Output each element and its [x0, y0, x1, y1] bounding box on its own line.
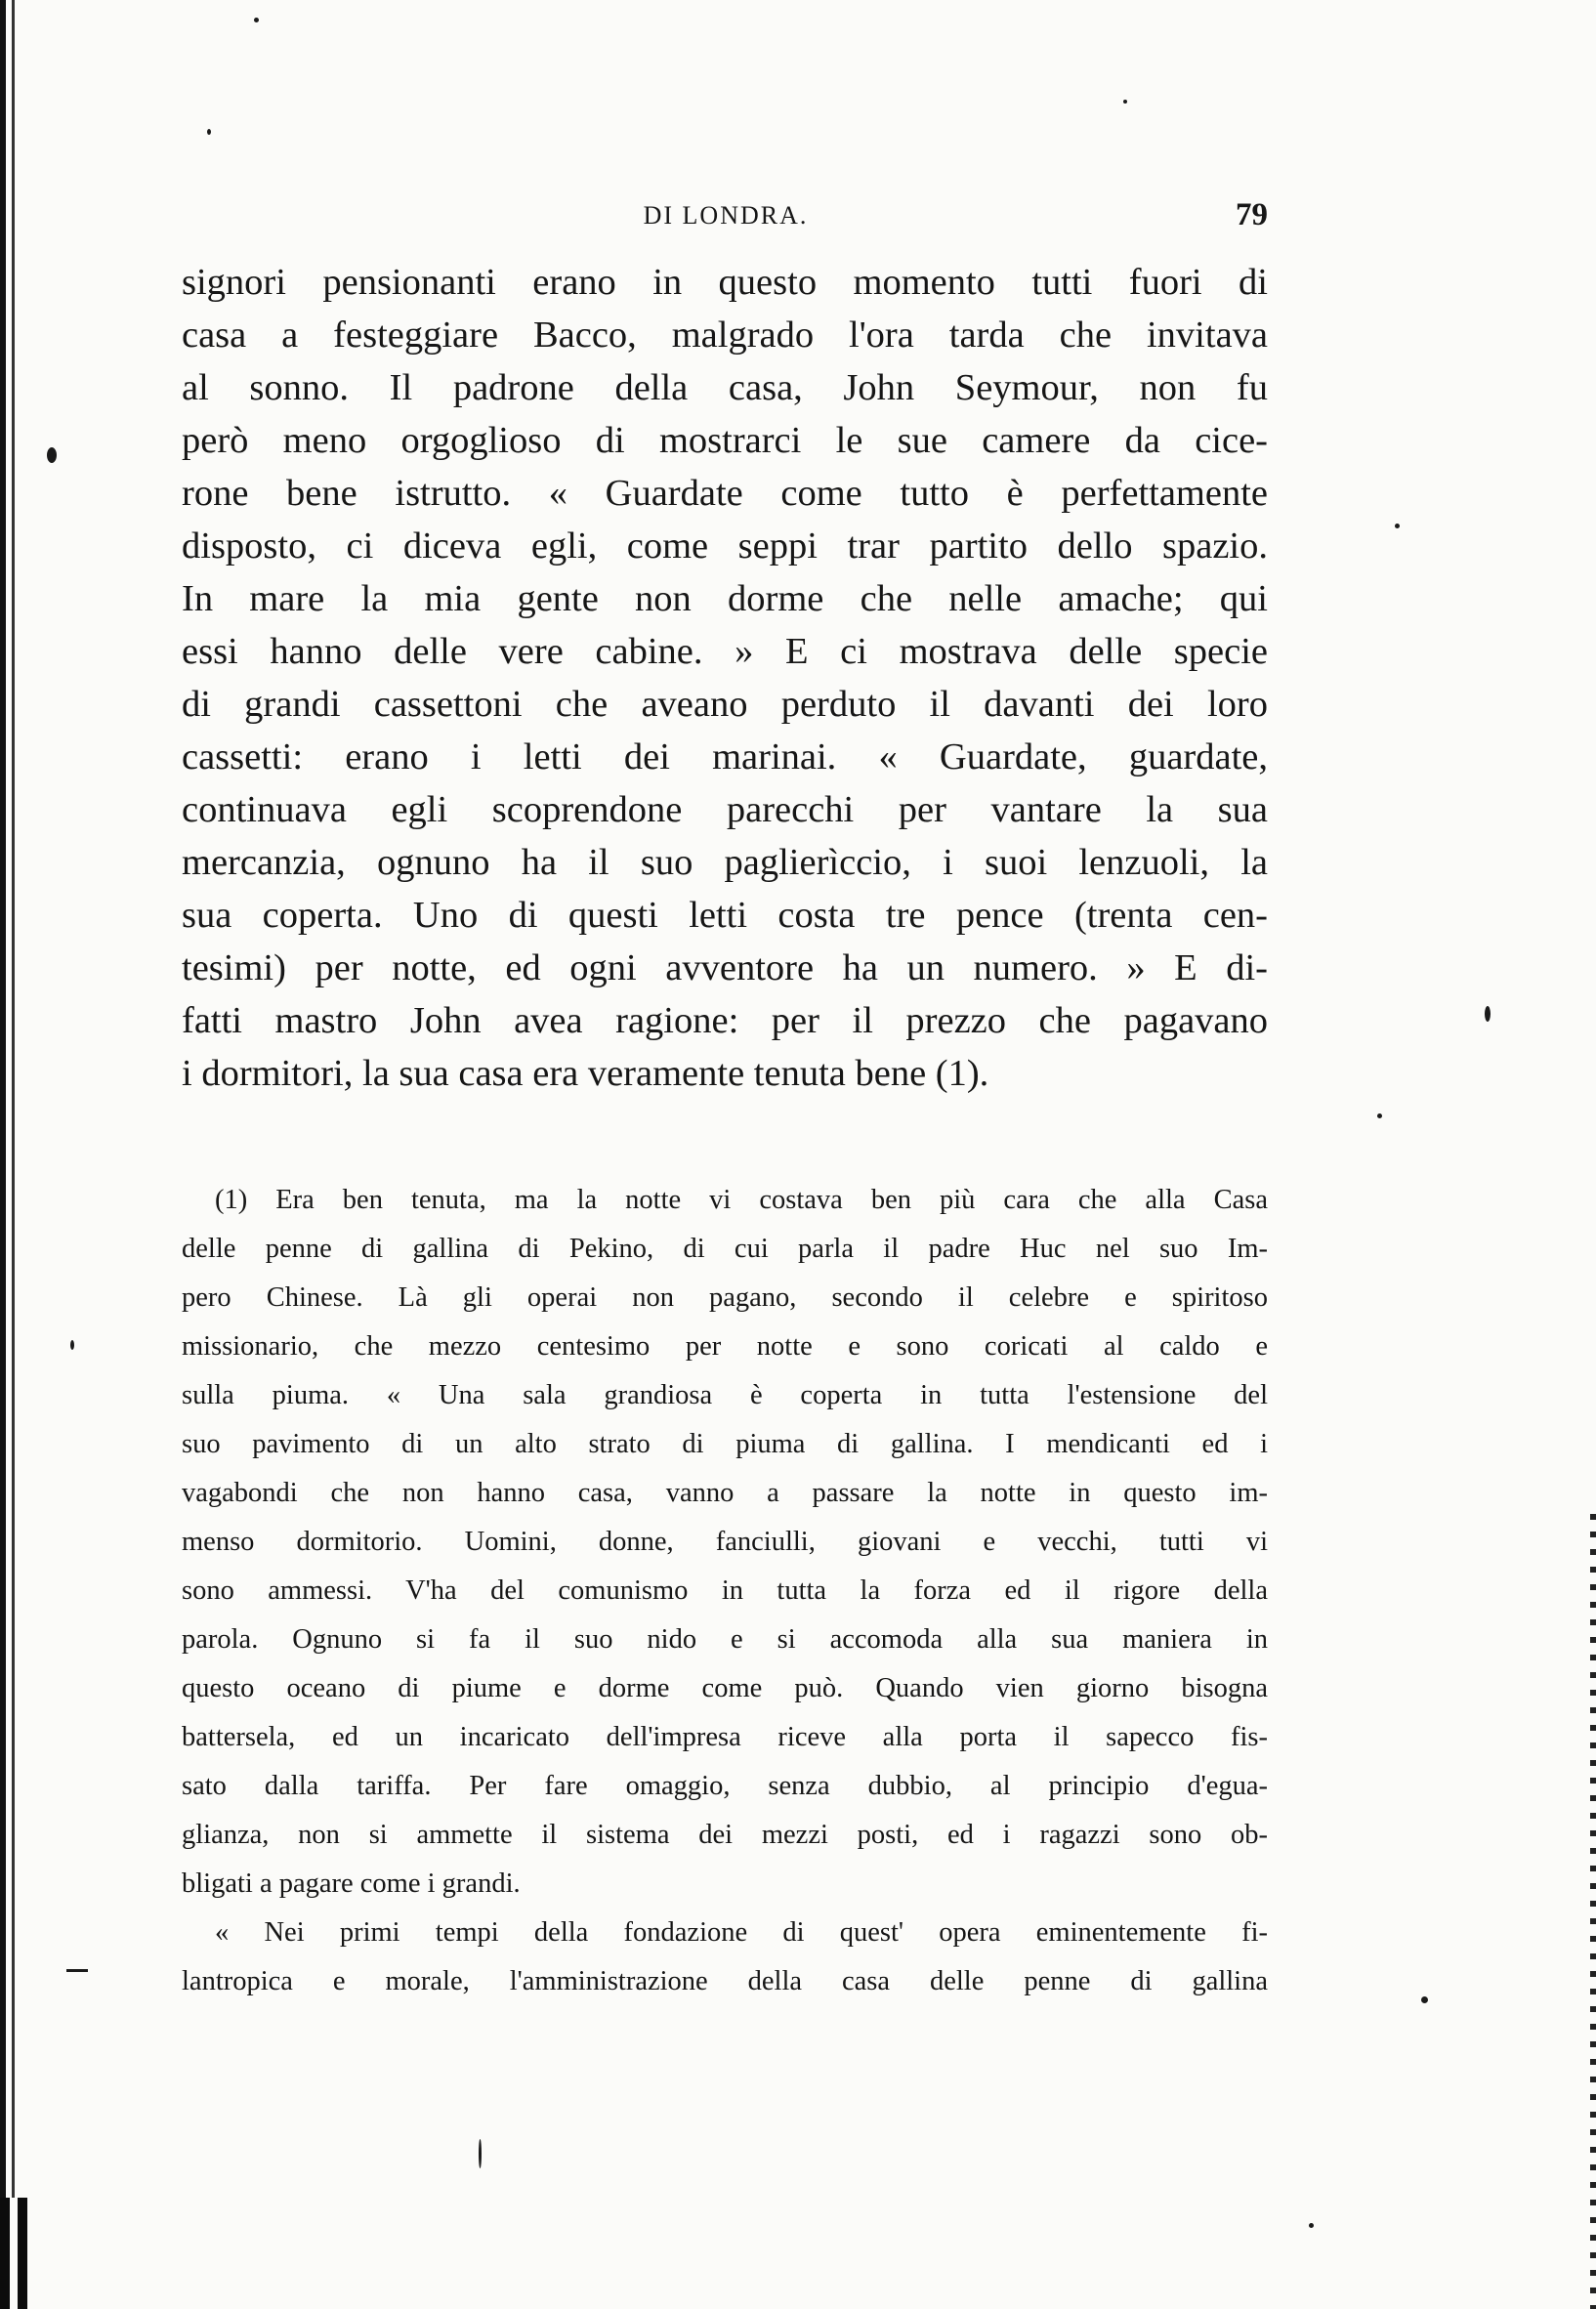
footnote-line: missionario, che mezzo centesimo per notte e sono coricati al caldo e: [182, 1331, 1268, 1362]
text-line: cassetti: erano i letti dei marinai. « Guardate, guardate,: [182, 736, 1268, 777]
text-line: tesimi) per notte, ed ogni avventore ha un numero. » E di-: [182, 947, 1268, 988]
page-number: 79: [1236, 197, 1268, 232]
text-line: casa a festeggiare Bacco, malgrado l'ora tarda che invitava: [182, 315, 1268, 356]
footnote-line: pero Chinese. Là gli operai non pagano, secondo il celebre e spiritoso: [182, 1282, 1268, 1313]
footnote-line: (1) Era ben tenuta, ma la notte vi costava ben più cara che alla Casa: [215, 1185, 1268, 1215]
text-line: però meno orgoglioso di mostrarci le sue camere da cice-: [182, 420, 1268, 461]
scan-speck: [70, 1340, 74, 1350]
scan-speck: [1421, 1996, 1428, 2003]
binding-shadow-bottom: [0, 2198, 29, 2309]
footnote-line: vagabondi che non hanno casa, vanno a passare la notte in questo im-: [182, 1478, 1268, 1508]
scan-speck: [1123, 100, 1127, 104]
text-line: di grandi cassettoni che aveano perduto il davanti dei loro: [182, 684, 1268, 725]
main-text: [182, 256, 1268, 1100]
running-title: DI LONDRA.: [643, 201, 809, 230]
text-line: In mare la mia gente non dorme che nelle amache; qui: [182, 578, 1268, 619]
text-line: al sonno. Il padrone della casa, John Seymour, non fu: [182, 367, 1268, 408]
text-line: disposto, ci diceva egli, come seppi trar partito dello spazio.: [182, 525, 1268, 567]
text-line: continuava egli scoprendone parecchi per vantare la sua: [182, 789, 1268, 830]
text-line: sua coperta. Uno di questi letti costa tre pence (trenta cen-: [182, 895, 1268, 936]
scan-speck: [1309, 2223, 1314, 2228]
footnote-block: [182, 1176, 1268, 2006]
footnote-line: sulla piuma. « Una sala grandiosa è coperta in tutta l'estensione del: [182, 1380, 1268, 1410]
footnote-line: menso dormitorio. Uomini, donne, fanciulli, giovani e vecchi, tutti vi: [182, 1527, 1268, 1557]
text-line: fatti mastro John avea ragione: per il prezzo che pagavano: [182, 1000, 1268, 1041]
running-head: [184, 197, 1268, 240]
binding-shadow: [0, 0, 21, 2309]
footnote-line: lantropica e morale, l'amministrazione della casa delle penne di gallina: [182, 1966, 1268, 1996]
text-line: rone bene istrutto. « Guardate come tutto è perfettamente: [182, 473, 1268, 514]
footnote-line: delle penne di gallina di Pekino, di cui parla il padre Huc nel suo Im-: [182, 1234, 1268, 1264]
page-edge-marks: [1590, 1514, 1596, 2309]
footnote-line: parola. Ognuno si fa il suo nido e si accomoda alla sua maniera in: [182, 1624, 1268, 1655]
text-line: essi hanno delle vere cabine. » E ci mostrava delle specie: [182, 631, 1268, 672]
scan-speck: [254, 18, 259, 22]
footnote-line: sato dalla tariffa. Per fare omaggio, senza dubbio, al principio d'egua-: [182, 1771, 1268, 1801]
footnote-line: suo pavimento di un alto strato di piuma di gallina. I mendicanti ed i: [182, 1429, 1268, 1459]
footnote-line: « Nei primi tempi della fondazione di quest' opera eminentemente fi-: [215, 1917, 1268, 1948]
scan-speck: [1377, 1113, 1382, 1118]
scan-speck: [1395, 524, 1400, 528]
footnote-line: sono ammessi. V'ha del comunismo in tutta la forza ed il rigore della: [182, 1575, 1268, 1606]
text-line: signori pensionanti erano in questo momento tutti fuori di: [182, 262, 1268, 303]
text-line: i dormitori, la sua casa era veramente tenuta bene (1).: [182, 1053, 989, 1094]
footnote-line: questo oceano di piume e dorme come può. Quando vien giorno bisogna: [182, 1673, 1268, 1703]
scan-speck: [207, 129, 211, 135]
footnote-line: battersela, ed un incaricato dell'impresa riceve alla porta il sapecco fis-: [182, 1722, 1268, 1752]
scan-speck: [479, 2139, 482, 2168]
text-line: mercanzia, ognuno ha il suo paglierìccio, i suoi lenzuoli, la: [182, 842, 1268, 883]
footnote-line: bligati a pagare come i grandi.: [182, 1868, 521, 1899]
scan-speck: [1485, 1006, 1491, 1022]
scan-speck: [47, 447, 57, 463]
scan-speck: [66, 1969, 88, 1972]
footnote-line: glianza, non si ammette il sistema dei mezzi posti, ed i ragazzi sono ob-: [182, 1820, 1268, 1850]
